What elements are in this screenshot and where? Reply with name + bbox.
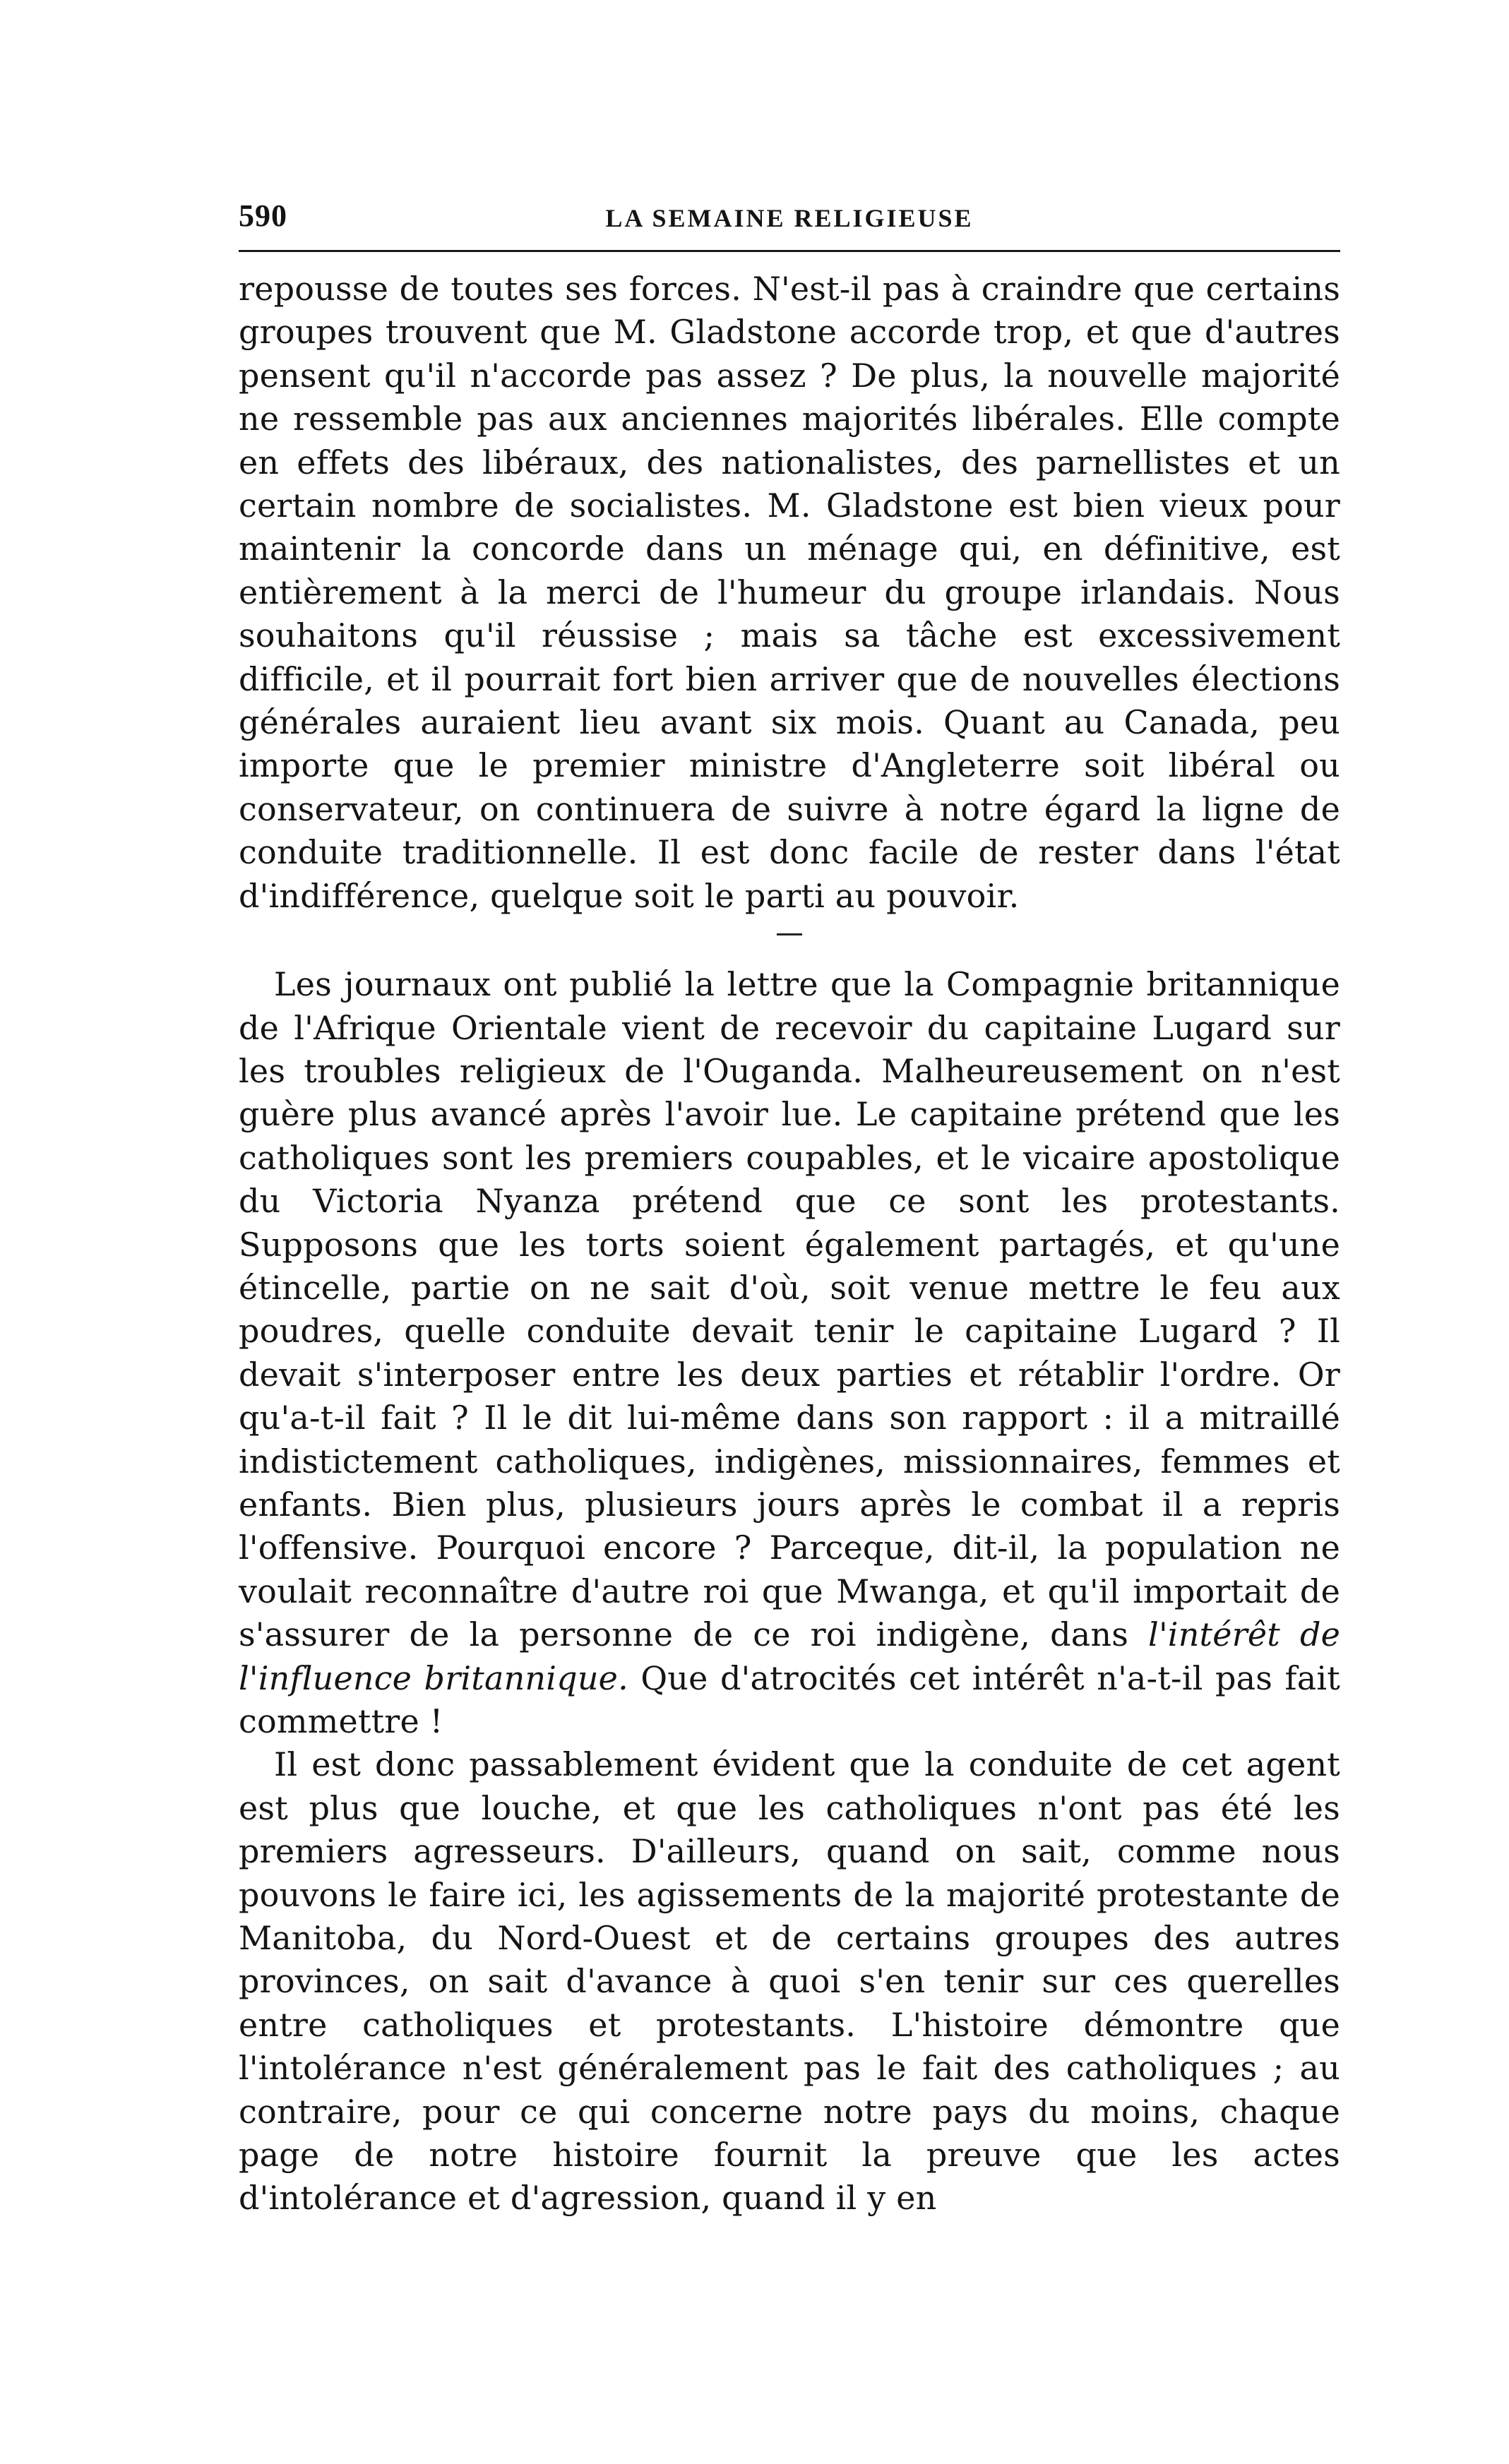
- header-rule: [239, 250, 1340, 252]
- paragraph-intolerance: Il est donc passablement évident que la conduite de cet agent est plus que louche, et que les catholiques n'ont pas été les premiers agresseurs. D'ailleurs, quand on sait, comme nous pouvons le faire ici, les agissements de la majorité protestante de Manitoba, du Nord-Ouest et de certains groupes des autres provinces, on sait d'avance à quoi s'en tenir sur ces querelles entre catholiques et protestants. L'histoire démontre que l'intolérance n'est généralement pas le fait des catholiques ; au contraire, pour ce qui concerne notre pays du moins, chaque page de notre histoire fournit la preuve que les actes d'intolérance et d'agression, quand il y en: [239, 1745, 1340, 2218]
- paragraph-lugard-text: Les journaux ont publié la lettre que la Compagnie britannique de l'Afrique Orientale vient de recevoir du capitaine Lugard sur les troubles religieux de l'Ouganda. Malheureusement on n'est guère plus avancé après l'avoir lue. Le capitaine prétend que les catholiques sont les premiers coupables, et le vicaire apostolique du Victoria Nyanza prétend que ce sont les protestants. Supposons que les torts soient également partagés, et qu'une étincelle, partie on ne sait d'où, soit venue mettre le feu aux poudres, quelle conduite devait tenir le capitaine Lugard ? Il devait s'interposer entre les deux parties et rétablir l'ordre. Or qu'a-t-il fait ? Il le dit lui-même dans son rapport : il a mitraillé indistictement catholiques, indigènes, missionnaires, femmes et enfants. Bien plus, plusieurs jours après le combat il a repris l'offensive. Pourquoi encore ? Parceque, dit-il, la population ne voulait reconnaître d'autre roi que Mwanga, et qu'il importait de s'assurer de la personne de ce roi indigène, dans: [239, 965, 1340, 1654]
- divider-dash: [777, 933, 802, 935]
- paragraph-lugard-italic: l'intérêt de l'influence britannique.: [239, 1615, 1341, 1697]
- page-header: [239, 198, 1340, 240]
- paragraph-gladstone: repousse de toutes ses forces. N'est-il pas à craindre que certains groupes trouvent que M. Gladstone accorde trop, et que d'autres pensent qu'il n'accorde pas assez ? De plus, la nouvelle majorité ne ressemble pas aux anciennes majorités libérales. Elle compte en effets des libéraux, des nationalistes, des parnellistes et un certain nombre de socialistes. M. Gladstone est bien vieux pour maintenir la concorde dans un ménage qui, en définitive, est entièrement à la merci de l'humeur du groupe irlandais. Nous souhaitons qu'il réussise ; mais sa tâche est excessivement difficile, et il pourrait fort bien arriver que de nouvelles élections générales auraient lieu avant six mois. Quant au Canada, peu importe que le premier ministre d'Angleterre soit libéral ou conservateur, on continuera de suivre à notre égard la ligne de conduite traditionnelle. Il est donc facile de rester dans l'état d'indifférence, quelque soit le parti au pouvoir.: [239, 270, 1340, 915]
- body-text: [239, 268, 1340, 2220]
- running-title: LA SEMAINE RELIGIEUSE: [605, 204, 974, 232]
- page-number: 590: [239, 198, 287, 233]
- paragraph-lugard-end: Que d'atrocités cet intérêt n'a-t-il pas fait commettre !: [239, 1658, 1340, 1740]
- book-page: [239, 198, 1340, 2220]
- section-divider: [239, 918, 1340, 963]
- paragraph-lugard: [239, 963, 1340, 1743]
